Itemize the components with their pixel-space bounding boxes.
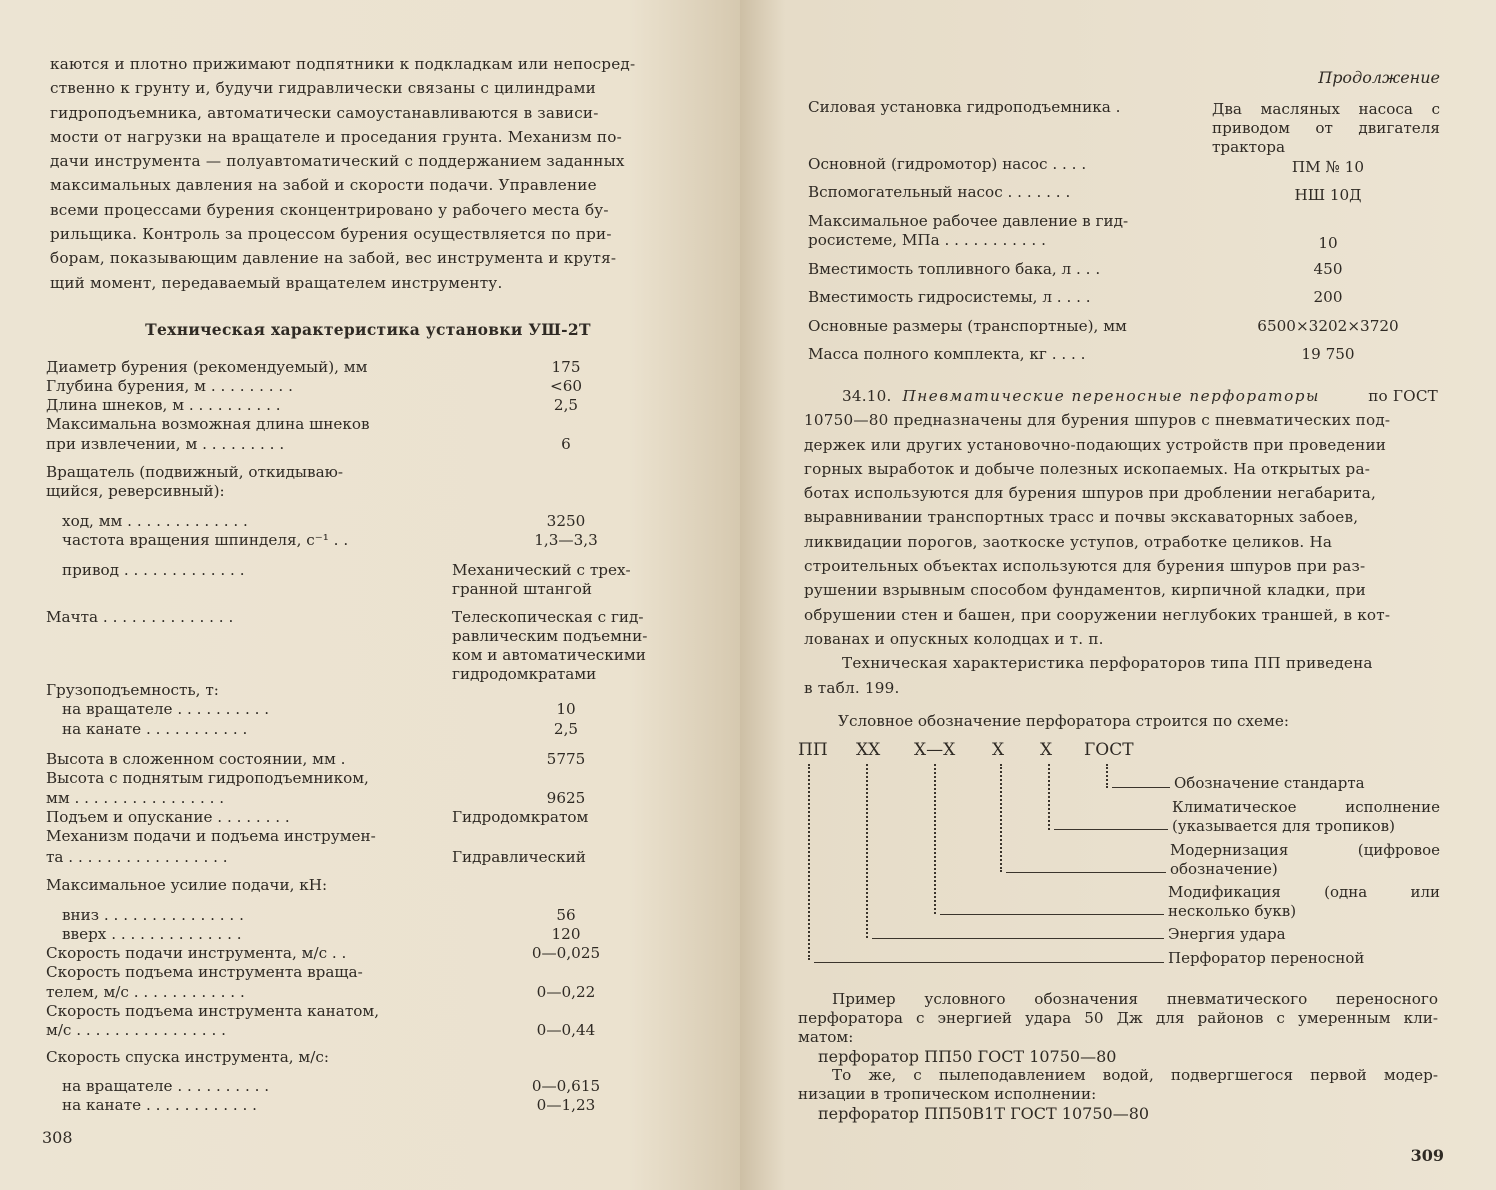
text-line: горных выработок и добыче полезных ископаемых. На открытых ра- — [804, 459, 1371, 478]
text-line: строительных объектах используются для бурения шпуров при раз- — [804, 557, 1366, 576]
schema-code: X — [1040, 740, 1053, 760]
text-line: дачи инструмента — полуавтоматический с поддержанием заданных — [50, 152, 625, 171]
text-line: каются и плотно прижимают подпятники к подкладкам или непосред- — [50, 55, 636, 73]
text-line: То же, с пылеподавлением водой, подвергшегося первой модер- — [832, 1066, 1438, 1084]
spec-heading: Техническая характеристика установки УШ-2Т — [145, 320, 591, 339]
schema-leader — [1112, 787, 1170, 788]
spec-value: ком и автоматическими — [452, 646, 646, 664]
text-line: максимальных давления на забой и скорости подачи. Управление — [50, 176, 597, 195]
spec-label: на вращателе . . . . . . . . . . — [62, 700, 270, 718]
schema-code: ГОСТ — [1084, 740, 1134, 760]
spec-label: частота вращения шпинделя, с⁻¹ . . — [62, 531, 349, 549]
section-title: Пневматические переносные перфораторы — [902, 387, 1320, 405]
spec-value: 19 750 — [1301, 345, 1355, 363]
text-line: лованах и опускных колодцах и т. п. — [804, 629, 1104, 648]
right-page — [740, 0, 1496, 1190]
spec-label: Вместимость топливного бака, л . . . — [808, 260, 1101, 278]
spec-label: щийся, реверсивный): — [46, 482, 225, 500]
text-line: в табл. 199. — [804, 678, 900, 697]
section-title-rest: по ГОСТ — [1368, 387, 1438, 405]
spec-table-left — [46, 358, 686, 1118]
spec-value: Гидродомкратом — [452, 808, 589, 826]
spec-value: 5775 — [546, 750, 586, 768]
spec-value: 6500×3202×3720 — [1257, 317, 1399, 335]
spec-value: 2,5 — [553, 720, 579, 738]
text-line: рушении взрывным способом фундаментов, кирпичной кладки, при — [804, 581, 1367, 600]
text-line: щий момент, передаваемый вращателем инструменту. — [50, 273, 503, 292]
schema-code: X — [992, 740, 1005, 760]
spec-label: Максимальное рабочее давление в гид- — [808, 212, 1129, 230]
spec-value: 10 — [1318, 234, 1338, 252]
schema-connector — [1000, 764, 1002, 872]
schema-leader — [814, 962, 1164, 963]
spec-label: телем, м/с . . . . . . . . . . . . — [46, 983, 245, 1001]
spec-value: гранной штангой — [452, 580, 592, 598]
text-line: ственно к грунту и, будучи гидравлически связаны с цилиндрами — [50, 79, 596, 98]
spec-label: Максимальное усилие подачи, кН: — [46, 876, 328, 894]
spec-value: 0—0,025 — [531, 944, 601, 962]
spec-value: 450 — [1313, 260, 1343, 278]
schema-code: XX — [856, 740, 881, 760]
text-line: Пример условного обозначения пневматического переносного — [832, 990, 1438, 1008]
spec-label: вверх . . . . . . . . . . . . . . — [62, 925, 242, 943]
schema-connector — [866, 764, 868, 938]
schema-connector — [1048, 764, 1050, 830]
page-number-left: 308 — [42, 1128, 73, 1147]
spec-label: Скорость спуска инструмента, м/с: — [46, 1048, 329, 1066]
spec-label: Мачта . . . . . . . . . . . . . . — [46, 608, 234, 626]
spec-label: Высота с поднятым гидроподъемником, — [46, 769, 369, 787]
text-line: всеми процессами бурения сконцентрировано у рабочего места бу- — [50, 200, 609, 219]
text-line: ликвидации порогов, заоткоске уступов, отработке целиков. На — [804, 532, 1333, 551]
text-line: обрушении стен и башен, при сооружении неглубоких траншей, в кот- — [804, 605, 1391, 624]
spec-label: Вместимость гидросистемы, л . . . . — [808, 288, 1091, 306]
schema-leader — [872, 938, 1164, 939]
text-line: выравнивании транспортных трасс и почвы экскаваторных забоев, — [804, 508, 1359, 527]
spec-label: Скорость подъема инструмента канатом, — [46, 1002, 380, 1020]
text-line: 10750—80 предназначены для бурения шпуров с пневматических под- — [804, 411, 1391, 430]
spec-label: росистеме, МПа . . . . . . . . . . . — [808, 231, 1046, 249]
spec-label: м/с . . . . . . . . . . . . . . . . — [46, 1021, 226, 1039]
text-line: борам, показывающим давление на забой, вес инструмента и крутя- — [50, 249, 617, 268]
spec-label: Вращатель (подвижный, откидываю- — [46, 463, 343, 481]
spec-value: <60 — [549, 377, 583, 395]
spec-label: на вращателе . . . . . . . . . . — [62, 1077, 270, 1095]
schema-connector — [1106, 764, 1108, 788]
section-number: 34.10. — [842, 387, 892, 405]
text-line: Техническая характеристика перфораторов типа ПП приведена — [842, 654, 1373, 673]
spec-label: Механизм подачи и подъема инструмен- — [46, 827, 376, 845]
spec-label: вниз . . . . . . . . . . . . . . . — [62, 906, 244, 924]
spec-label: мм . . . . . . . . . . . . . . . . — [46, 789, 225, 807]
spec-label: Скорость подъема инструмента враща- — [46, 963, 363, 981]
example-designation: перфоратор ПП50В1Т ГОСТ 10750—80 — [818, 1104, 1150, 1123]
spec-label: ход, мм . . . . . . . . . . . . . — [62, 512, 248, 530]
spec-value: 175 — [551, 358, 581, 376]
example-block — [798, 990, 1438, 1123]
spec-value: 9625 — [546, 789, 586, 807]
spec-value: 120 — [551, 925, 581, 943]
spec-label: Вспомогательный насос . . . . . . . — [808, 183, 1071, 201]
spec-label: Максимальна возможная длина шнеков — [46, 415, 370, 433]
schema-connector — [934, 764, 936, 914]
spec-value: 0—0,615 — [531, 1077, 601, 1095]
page-number-right: 309 — [1410, 1146, 1444, 1165]
schema-code: X—X — [914, 740, 956, 760]
spec-value: 0—0,22 — [536, 983, 596, 1001]
schema-intro: Условное обозначение перфоратора строится по схеме: — [838, 712, 1289, 730]
spec-value: НШ 10Д — [1294, 186, 1362, 204]
text-line: перфоратора с энергией удара 50 Дж для районов с умеренным кли- — [798, 1009, 1438, 1027]
spec-label: на канате . . . . . . . . . . . . — [62, 1096, 257, 1114]
text-line: мости от нагрузки на вращателе и проседания грунта. Механизм по- — [50, 127, 622, 146]
spec-label: Длина шнеков, м . . . . . . . . . . — [46, 396, 281, 414]
spec-value: 1,3—3,3 — [534, 531, 598, 549]
spec-value: ПМ № 10 — [1291, 158, 1365, 176]
continuation-label: Продолжение — [1318, 68, 1440, 87]
spec-label: Грузоподъемность, т: — [46, 681, 219, 699]
spec-value: 10 — [556, 700, 576, 718]
spec-label: Основной (гидромотор) насос . . . . — [808, 155, 1087, 173]
spec-value: Гидравлический — [452, 848, 586, 866]
spec-value: 2,5 — [553, 396, 579, 414]
spec-label: Основные размеры (транспортные), мм — [808, 317, 1127, 335]
spec-value: 6 — [561, 435, 571, 453]
spec-label: Скорость подачи инструмента, м/с . . — [46, 944, 347, 962]
spec-value: 56 — [556, 906, 576, 924]
spec-value: 0—1,23 — [536, 1096, 596, 1114]
section-first-line — [804, 384, 1438, 408]
schema-leader — [940, 914, 1164, 915]
spec-value: гидродомкратами — [452, 665, 597, 683]
schema-connector — [808, 764, 810, 960]
spec-value: Два масляных насоса с приводом от двигателя трактора — [1212, 100, 1440, 156]
spec-label: та . . . . . . . . . . . . . . . . . — [46, 848, 228, 866]
section-paragraph — [804, 384, 1438, 700]
example-designation: перфоратор ПП50 ГОСТ 10750—80 — [818, 1047, 1117, 1066]
spec-value: равлическим подъемни- — [452, 627, 648, 645]
schema-label: Перфоратор переносной — [1168, 949, 1365, 967]
text-line: гидроподъемника, автоматически самоустанавливаются в зависи- — [50, 103, 599, 122]
text-line: низации в тропическом исполнении: — [798, 1085, 1097, 1103]
schema-leader — [1006, 872, 1166, 873]
schema-label: Климатическое исполнение (указывается для тропиков) — [1172, 798, 1440, 835]
intro-paragraph — [50, 52, 686, 295]
spec-value: Телескопическая с гид- — [452, 608, 644, 626]
text-line: матом: — [798, 1028, 854, 1046]
spec-label: на канате . . . . . . . . . . . — [62, 720, 248, 738]
schema-leader — [1054, 829, 1168, 830]
spec-label: Высота в сложенном состоянии, мм . — [46, 750, 346, 768]
designation-schema — [796, 736, 1446, 976]
spec-label: привод . . . . . . . . . . . . . — [62, 561, 245, 579]
text-line: рильщика. Контроль за процессом бурения осуществляется по при- — [50, 225, 612, 244]
spec-value: 0—0,44 — [536, 1021, 596, 1039]
spec-label: Подъем и опускание . . . . . . . . — [46, 808, 290, 826]
text-line: держек или других установочно-подающих устройств при проведении — [804, 435, 1387, 454]
spec-label: Силовая установка гидроподъемника . — [808, 98, 1121, 116]
spec-label: Глубина бурения, м . . . . . . . . . — [46, 377, 293, 395]
spec-label: Масса полного комплекта, кг . . . . — [808, 345, 1086, 363]
spec-table-right — [808, 98, 1448, 373]
spec-label: Диаметр бурения (рекомендуемый), мм — [46, 358, 368, 376]
left-page — [0, 0, 740, 1190]
spec-value: Механический с трех- — [452, 561, 631, 579]
schema-label: Энергия удара — [1168, 925, 1286, 943]
schema-code: ПП — [798, 740, 828, 760]
spec-value: 200 — [1313, 288, 1343, 306]
spec-value: 3250 — [546, 512, 586, 530]
spec-label: при извлечении, м . . . . . . . . . — [46, 435, 285, 453]
schema-label: Обозначение стандарта — [1174, 774, 1365, 792]
schema-label: Модификация (одна или несколько букв) — [1168, 883, 1440, 920]
schema-label: Модернизация (цифровое обозначение) — [1170, 841, 1440, 878]
text-line: ботах используются для бурения шпуров при дроблении негабарита, — [804, 484, 1377, 503]
